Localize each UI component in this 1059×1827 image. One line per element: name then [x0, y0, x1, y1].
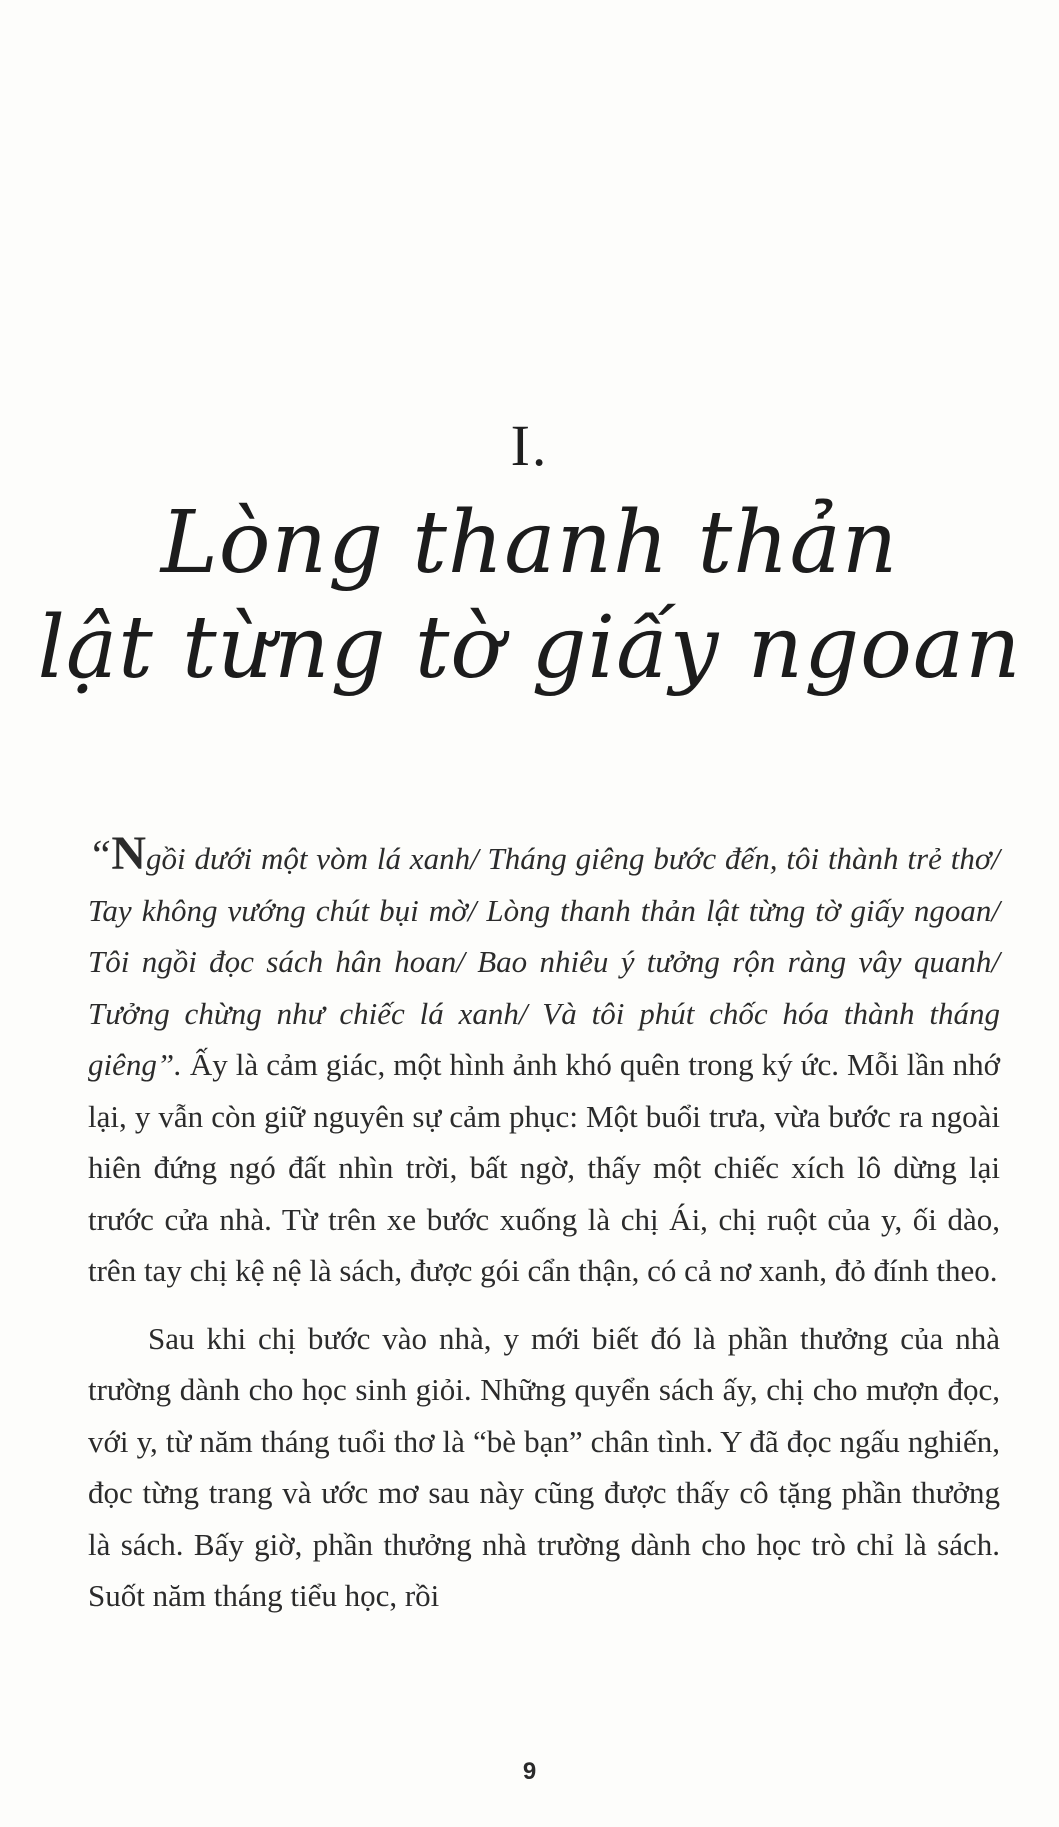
- drop-cap: N: [111, 827, 147, 880]
- body-text: [88, 827, 1000, 1622]
- paragraph-1-text: Ấy là cảm giác, một hình ảnh khó quên trong ký ức. Mỗi lần nhớ lại, y vẫn còn giữ nguyên sự cảm phục: Một buổi trưa, vừa bước ra ngoài hiên đứng ngó đất nhìn trời, bất ngờ, thấy một chiếc xích lô dừng lại trước cửa nhà. Từ trên xe bước xuống là chị Ái, chị ruột của y, ối dào, trên tay chị kệ nệ là sách, được gói cẩn thận, có cả nơ xanh, đỏ đính theo.: [88, 1047, 1000, 1288]
- chapter-title-line-2: lật từng tờ giấy ngoan: [37, 598, 1022, 698]
- opening-quote-mark: “: [88, 833, 112, 879]
- chapter-number: I.: [510, 413, 549, 478]
- chapter-title-line-1: Lòng thanh thản: [160, 493, 899, 593]
- poem-quote: gồi dưới một vòm lá xanh/ Tháng giêng bước đến, tôi thành trẻ thơ/ Tay không vướng chút bụi mờ/ Lòng thanh thản lật từng tờ giấy ngoan/ Tôi ngồi đọc sách hân hoan/ Bao nhiêu ý tưởng rộn ràng vây quanh/ Tưởng chừng như chiếc lá xanh/ Và tôi phút chốc hóa thành tháng giêng”.: [88, 841, 1000, 1082]
- page-number: 9: [522, 1758, 537, 1785]
- paragraph-1: [88, 827, 1000, 1297]
- paragraph-2: Sau khi chị bước vào nhà, y mới biết đó là phần thưởng của nhà trường dành cho học sinh giỏi. Những quyển sách ấy, chị cho mượn đọc, với y, từ năm tháng tuổi thơ là “bè bạn” chân tình. Y đã đọc ngấu nghiến, đọc từng trang và ước mơ sau này cũng được thấy cô tặng phần thưởng là sách. Bấy giờ, phần thưởng nhà trường dành cho học trò chỉ là sách. Suốt năm tháng tiểu học, rồi: [88, 1320, 1000, 1613]
